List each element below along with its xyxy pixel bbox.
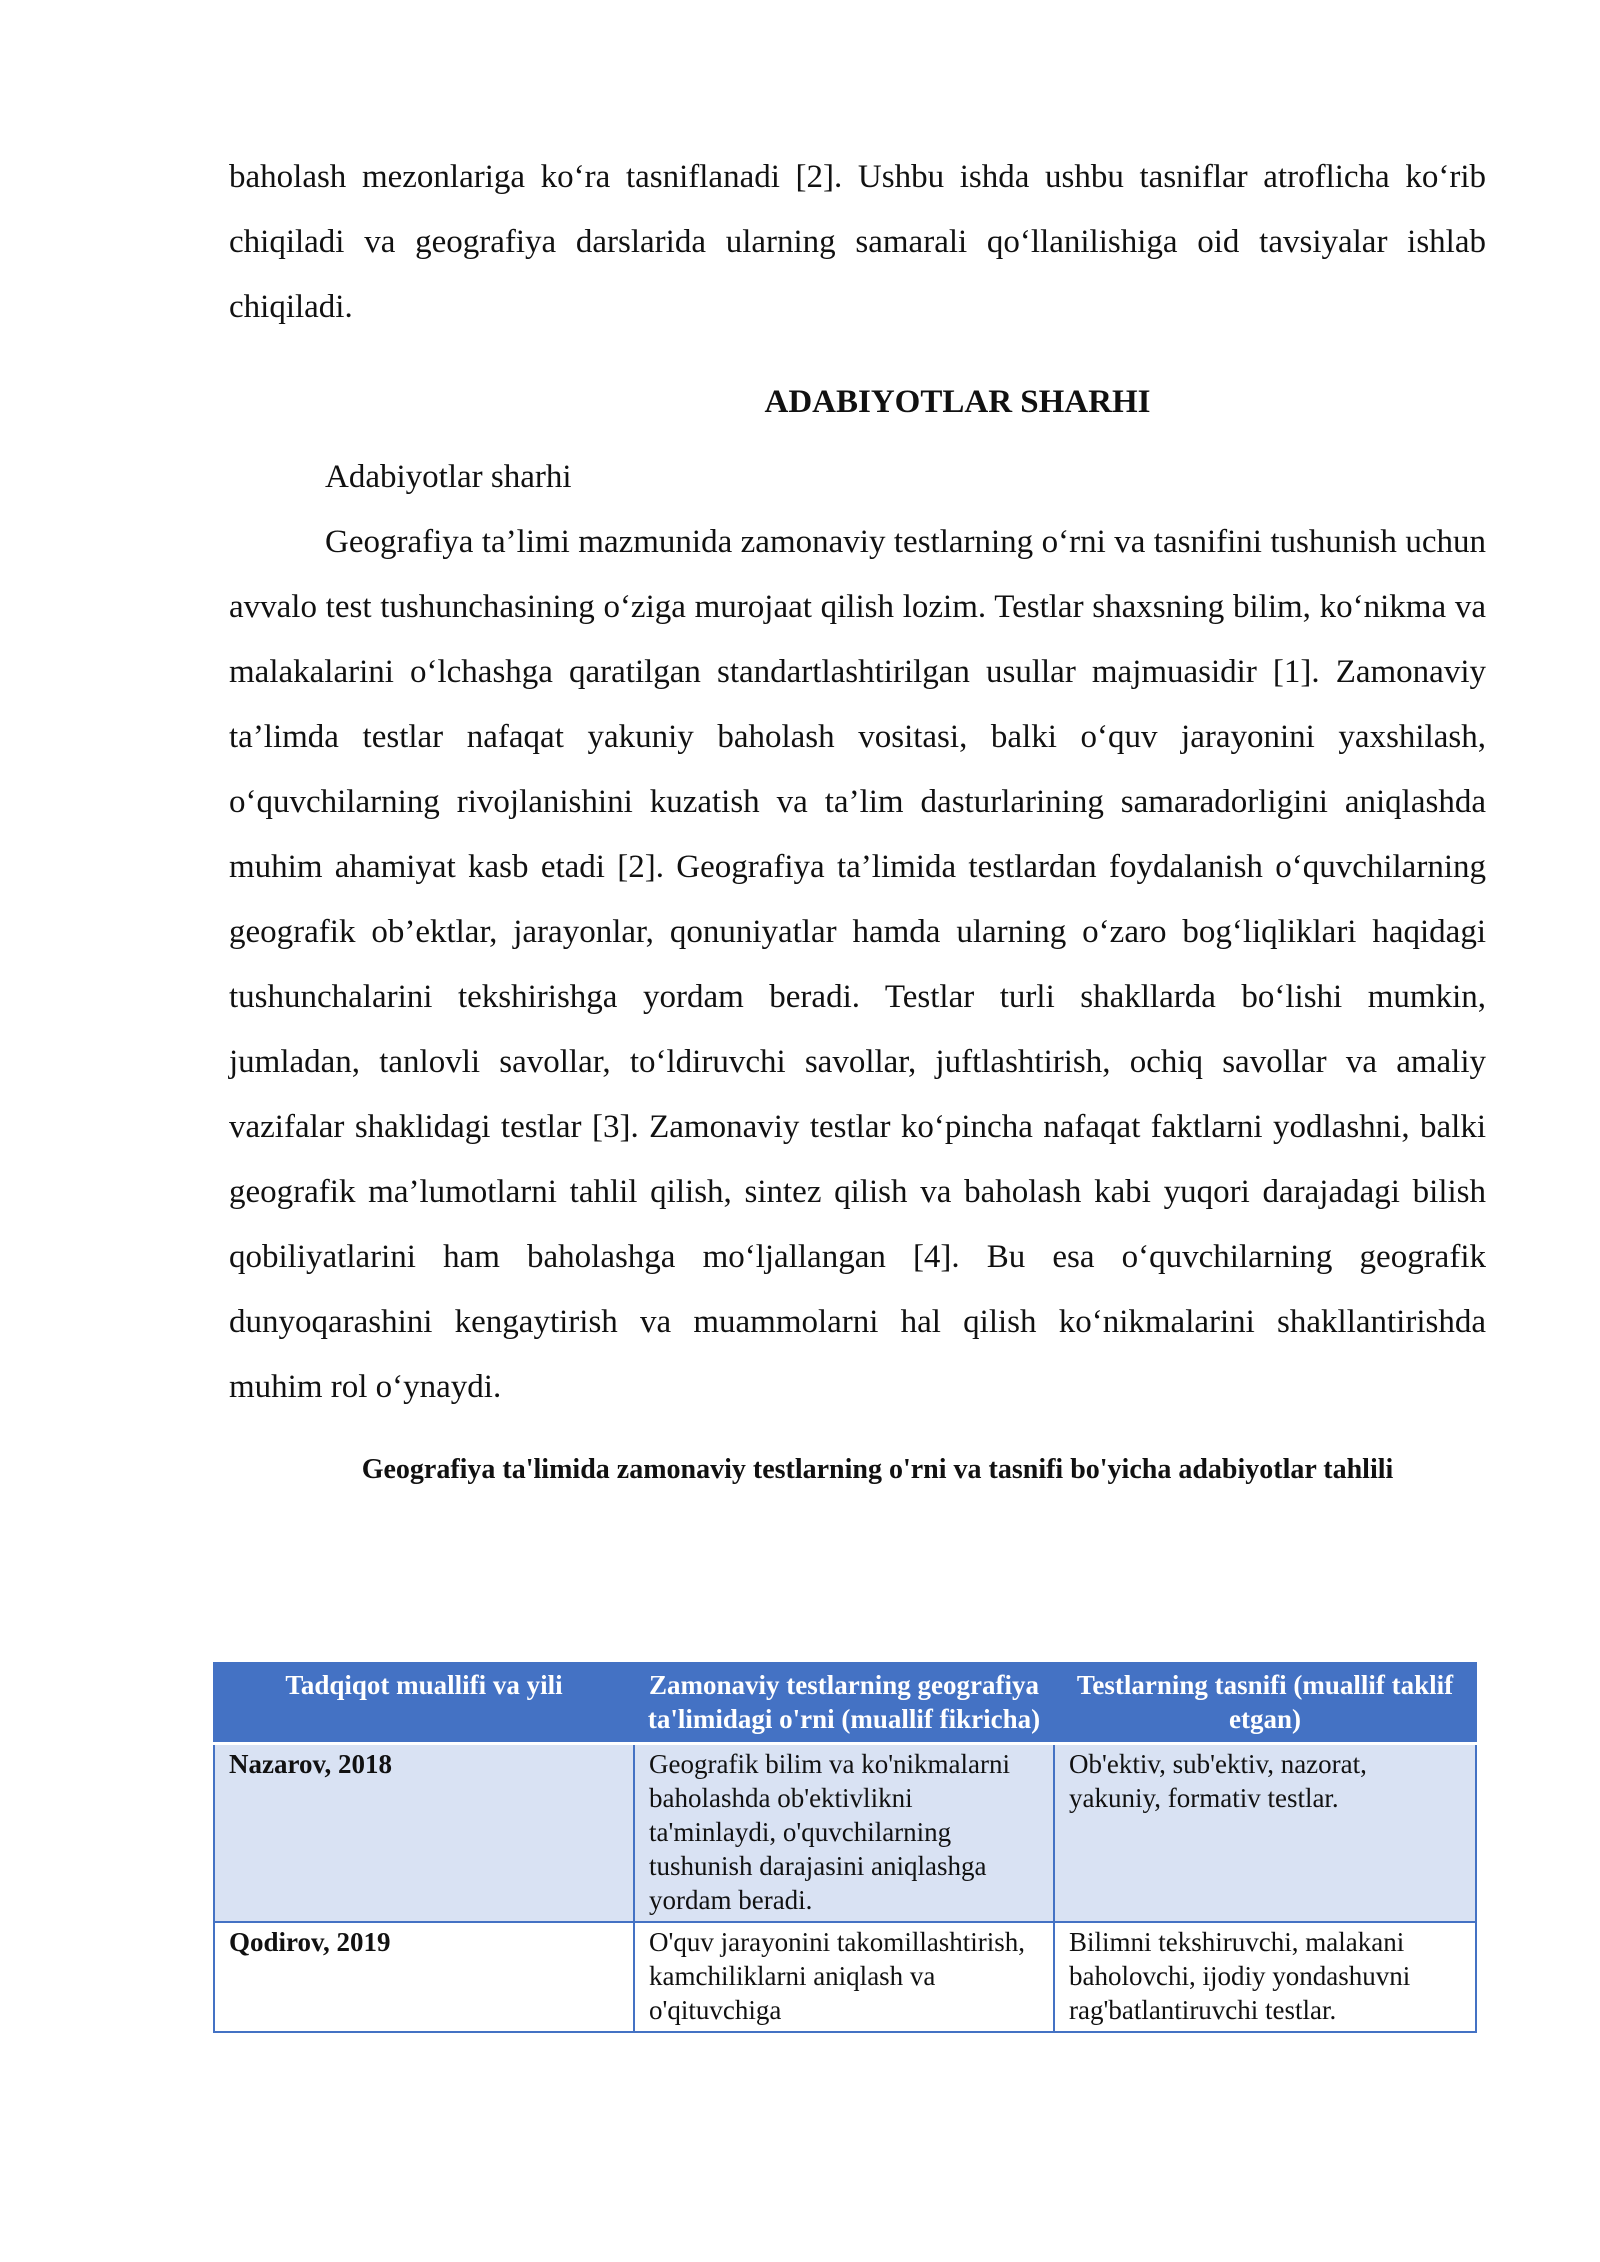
cell-role: Geografik bilim va ko'nikmalarni baholashda ob'ektivlikni ta'minlaydi, o'quvchilarning tushunish darajasini aniqlashga yordam beradi. (634, 1744, 1054, 1923)
table-row (214, 1744, 1476, 1923)
intro-paragraph: baholash mezonlariga ko‘ra tasniflanadi [2]. Ushbu ishda ushbu tasniflar atroflicha ko‘rib chiqiladi va geografiya darslarida ularning samarali qo‘llanilishiga oid tavsiyalar ishlab chiqiladi. (229, 159, 1486, 325)
section-heading: ADABIYOTLAR SHARHI (764, 384, 1151, 420)
cell-author: Nazarov, 2018 (214, 1744, 634, 1923)
header-role: Zamonaviy testlarning geografiya ta'limidagi o'rni (muallif fikricha) (634, 1663, 1054, 1744)
body-paragraph: Geografiya ta’limi mazmunida zamonaviy testlarning o‘rni va tasnifini tushunish uchun avvalo test tushunchasining o‘ziga murojaat qilish lozim. Testlar shaxsning bilim, ko‘nikma va malakalarini o‘lchashga qaratilgan standartlashtirilgan usullar majmuasidir [1]. Zamonaviy ta’limda testlar nafaqat yakuniy baholash vositasi, balki o‘quv jarayonini yaxshilash, o‘quvchilarning rivojlanishini kuzatish va ta’lim dasturlarining samaradorligini aniqlashda muhim ahamiyat kasb etadi [2]. Geografiya ta’limida testlardan foydalanish o‘quvchilarning geografik ob’ektlar, jarayonlar, qonuniyatlar hamda ularning o‘zaro bog‘liqliklari haqidagi tushunchalarini tekshirishga yordam beradi. Testlar turli shakllarda bo‘lishi mumkin, jumladan, tanlovli savollar, to‘ldiruvchi savollar, juftlashtirish, ochiq savollar va amaliy vazifalar shaklidagi testlar [3]. Zamonaviy testlar ko‘pincha nafaqat faktlarni yodlashni, balki geografik ma’lumotlarni tahlil qilish, sintez qilish va baholash kabi yuqori darajadagi bilish qobiliyatlarini ham baholashga mo‘ljallangan [4]. Bu esa o‘quvchilarning geografik dunyoqarashini kengaytirish va muammolarni hal qilish ko‘nikmalarini shakllantirishda muhim rol o‘ynaydi. (229, 524, 1486, 1405)
cell-classification: Bilimni tekshiruvchi, malakani baholovchi, ijodiy yondashuvni rag'batlantiruvchi testlar. (1054, 1922, 1476, 2032)
cell-classification: Ob'ektiv, sub'ektiv, nazorat, yakuniy, formativ testlar. (1054, 1744, 1476, 1923)
table-header-row (214, 1663, 1476, 1744)
cell-role: O'quv jarayonini takomillashtirish, kamchiliklarni aniqlash va o'qituvchiga (634, 1922, 1054, 2032)
cell-author: Qodirov, 2019 (214, 1922, 634, 2032)
subheading: Adabiyotlar sharhi (325, 459, 572, 495)
header-author-year: Tadqiqot muallifi va yili (214, 1663, 634, 1744)
document-page (229, 145, 1486, 1490)
literature-table (213, 1662, 1477, 2033)
table-row (214, 1922, 1476, 2032)
header-classification: Testlarning tasnifi (muallif taklif etgan) (1054, 1663, 1476, 1744)
table-caption: Geografiya ta'limida zamonaviy testlarning o'rni va tasnifi bo'yicha adabiyotlar tahlili (361, 1454, 1394, 1485)
